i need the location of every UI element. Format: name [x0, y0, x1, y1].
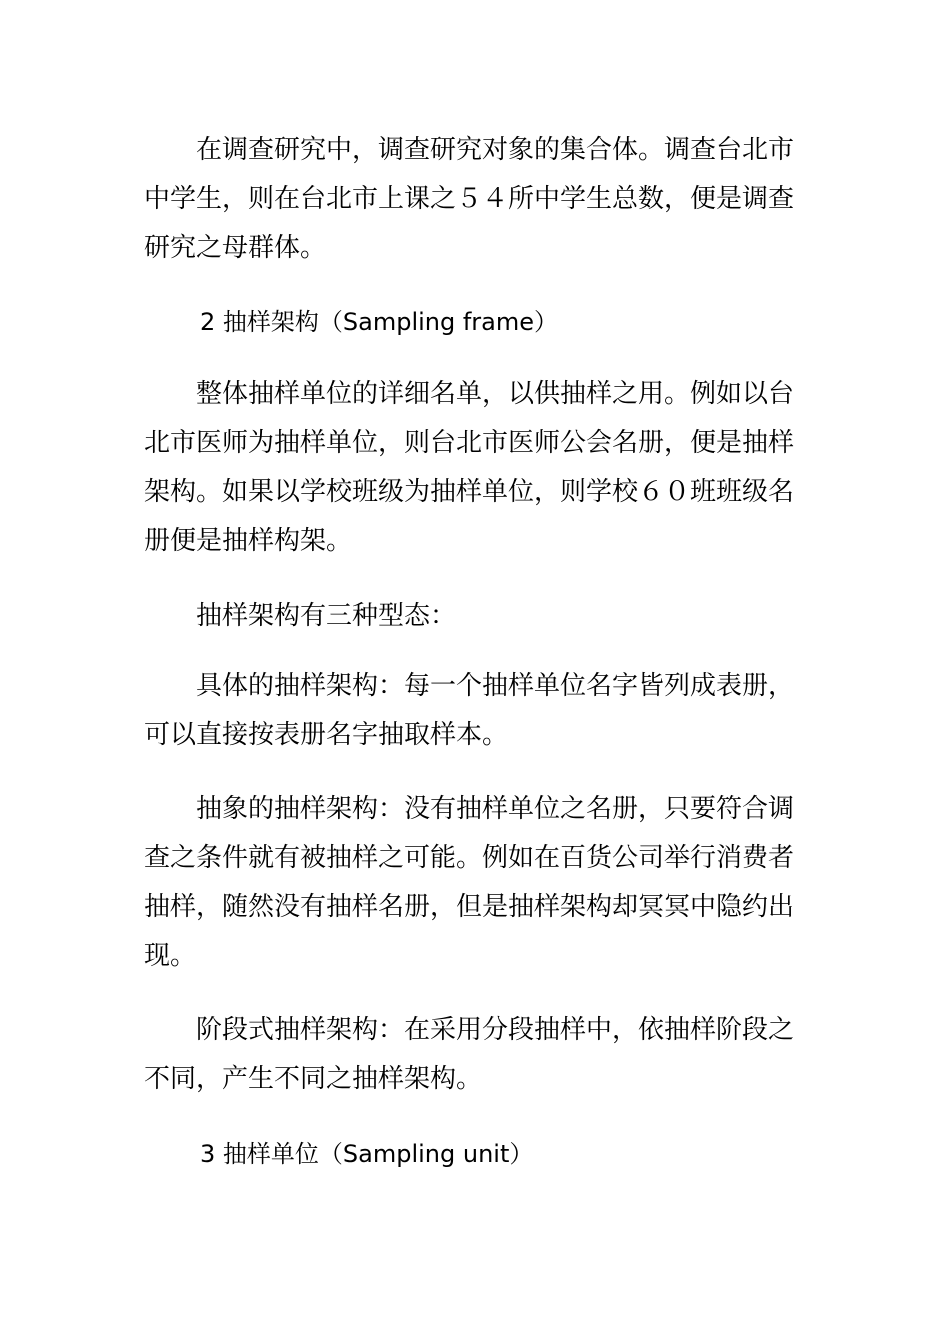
paragraph-sampling-frame-definition: 整体抽样单位的详细名单，以供抽样之用。例如以台北市医师为抽样单位，则台北市医师公会名册，便是抽样架构。如果以学校班级为抽样单位，则学校６０班班级名册便是抽样构架。 [144, 379, 795, 556]
paragraph-population-definition: 在调查研究中，调查研究对象的集合体。调查台北市中学生，则在台北市上课之５４所中学生总数，便是调查研究之母群体。 [144, 135, 795, 263]
paragraph-concrete-frame: 具体的抽样架构：每一个抽样单位名字皆列成表册，可以直接按表册名字抽取样本。 [144, 671, 795, 750]
heading-sampling-frame: 2 抽样架构（Sampling frame） [200, 308, 559, 336]
paragraph-staged-frame: 阶段式抽样架构：在采用分段抽样中，依抽样阶段之不同，产生不同之抽样架构。 [144, 1015, 795, 1094]
paragraph-abstract-frame: 抽象的抽样架构：没有抽样单位之名册，只要符合调查之条件就有被抽样之可能。例如在百货公司举行消费者抽样，随然没有抽样名册，但是抽样架构却冥冥中隐约出现。 [144, 794, 795, 971]
paragraph-frame-types-intro: 抽样架构有三种型态： [196, 601, 457, 631]
heading-sampling-unit: 3 抽样单位（Sampling unit） [200, 1140, 534, 1168]
